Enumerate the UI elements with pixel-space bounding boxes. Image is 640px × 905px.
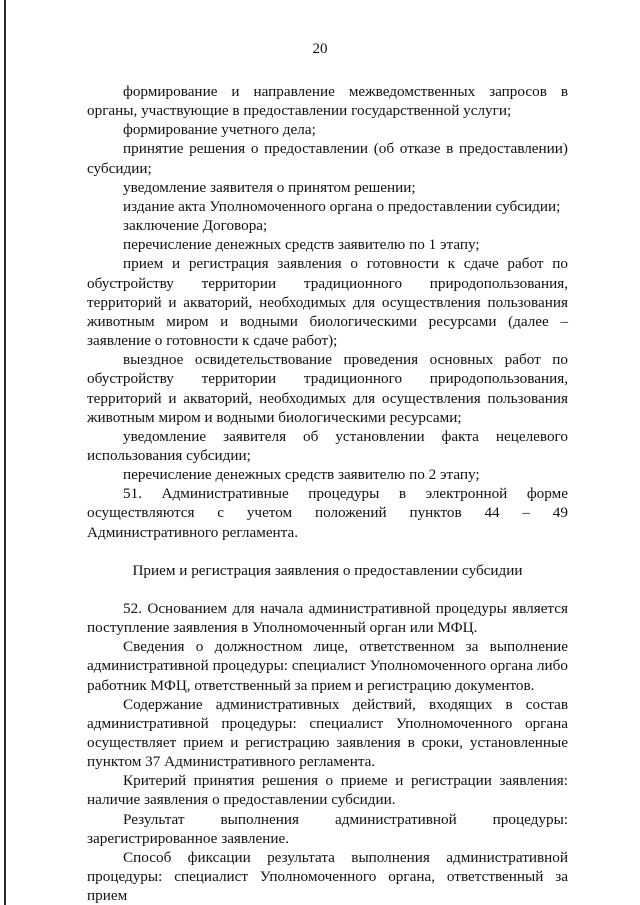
- paragraph: Сведения о должностном лице, ответственном за выполнение административной процедуры: специалист Уполномоченного органа либо работник МФЦ, ответственный за прием и регистрацию документов.: [87, 638, 568, 694]
- paragraph: выездное освидетельствование проведения основных работ по обустройству территории традиционного природопользования, территорий и акваторий, необходимых для осуществления пользования животным миром и водными биологическими ресурсами;: [87, 351, 568, 426]
- paragraph: 51. Административные процедуры в электронной форме осуществляются с учетом положений пунктов 44 – 49 Административного регламента.: [87, 485, 568, 541]
- paragraph: Критерий принятия решения о приеме и регистрации заявления: наличие заявления о предоставлении субсидии.: [87, 772, 568, 809]
- paragraph: уведомление заявителя о принятом решении;: [123, 178, 416, 196]
- paragraph: заключение Договора;: [123, 217, 268, 235]
- paragraph: перечисление денежных средств заявителю по 1 этапу;: [123, 236, 480, 254]
- paragraph: Результат выполнения административной процедуры: зарегистрированное заявление.: [87, 810, 568, 847]
- paragraph: формирование и направление межведомственных запросов в органы, участвующие в предоставлении государственной услуги;: [87, 83, 568, 120]
- document-body: [87, 82, 568, 905]
- section-heading: Прием и регистрация заявления о предоставлении субсидии: [132, 561, 523, 579]
- scan-edge-line: [4, 0, 6, 905]
- paragraph: формирование учетного дела;: [123, 121, 316, 139]
- paragraph: Содержание административных действий, входящих в состав административной процедуры: специалист Уполномоченного органа осуществляет прием и регистрацию заявления в сроки, установленные пунктом 37 Административного регламента.: [87, 695, 568, 771]
- page-number: 20: [312, 41, 328, 57]
- paragraph: уведомление заявителя об установлении факта нецелевого использования субсидии;: [87, 427, 568, 464]
- paragraph: Способ фиксации результата выполнения административной процедуры: специалист Уполномоченного органа, ответственный за прием: [87, 848, 568, 905]
- paragraph: издание акта Уполномоченного органа о предоставлении субсидии;: [123, 197, 561, 215]
- paragraph: принятие решения о предоставлении (об отказе в предоставлении) субсидии;: [87, 140, 568, 177]
- paragraph: перечисление денежных средств заявителю по 2 этапу;: [123, 466, 480, 484]
- paragraph: 52. Основанием для начала административной процедуры является поступление заявления в Уполномоченный орган или МФЦ.: [87, 599, 568, 637]
- paragraph: прием и регистрация заявления о готовности к сдаче работ по обустройству территории традиционного природопользования, территорий и акваторий, необходимых для осуществления пользования животным миром и водными биологическими ресурсами (далее – заявление о готовности к сдаче работ);: [87, 255, 568, 350]
